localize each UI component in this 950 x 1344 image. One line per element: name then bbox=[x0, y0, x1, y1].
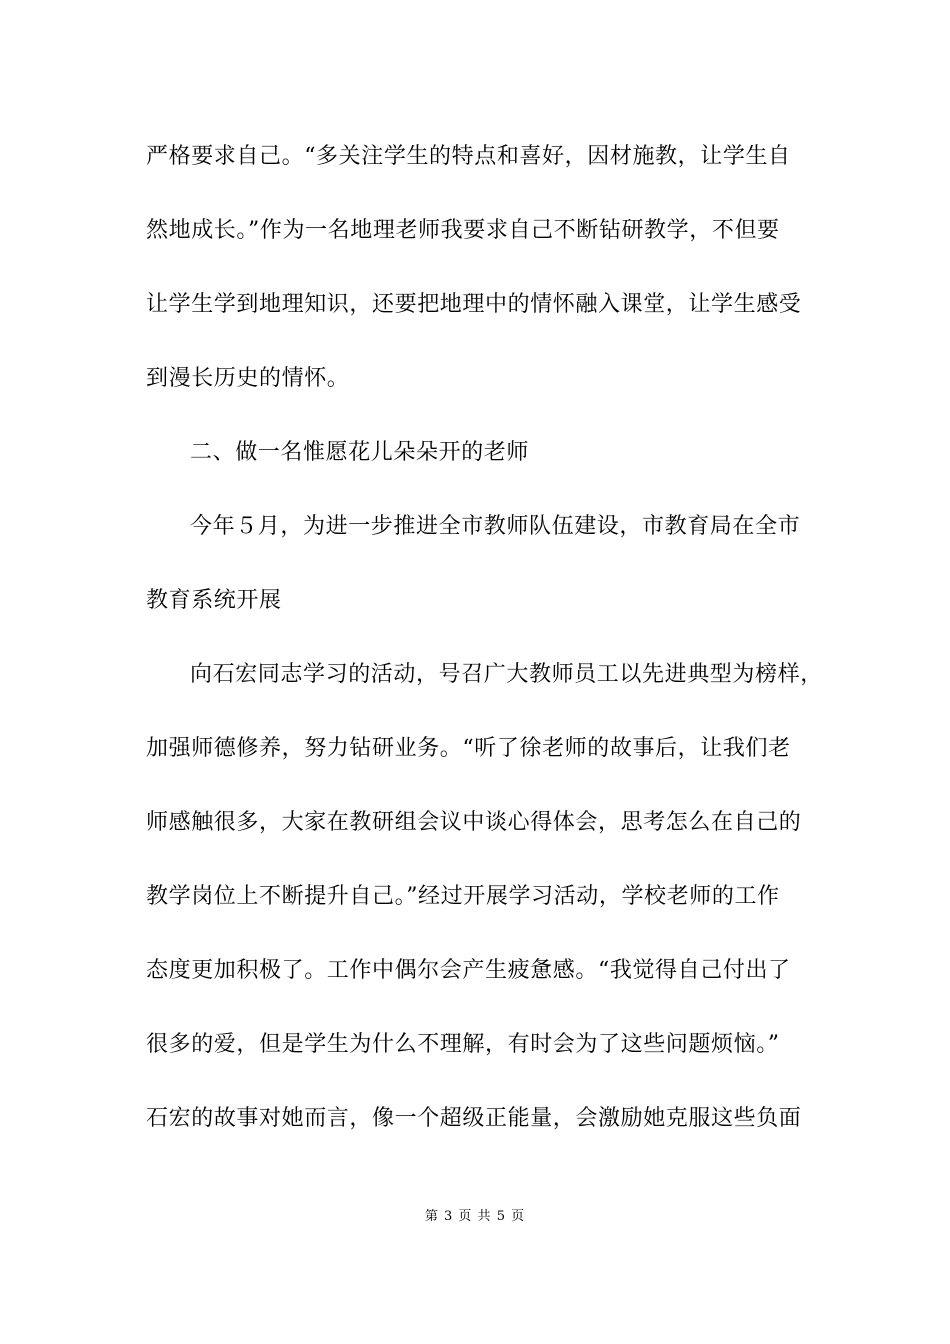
section-heading: 二、做一名惟愿花儿朵朵开的老师 bbox=[190, 440, 530, 465]
text-line: 今年５月，为进一步推进全市教师队伍建设，市教育局在全市 bbox=[190, 514, 801, 539]
text-line: 态度更加积极了。工作中偶尔会产生疲惫感。“我觉得自己付出了 bbox=[146, 958, 791, 983]
text-line: 然地成长。”作为一名地理老师我要求自己不断钻研教学，不但要 bbox=[146, 218, 780, 243]
text-line: 石宏的故事对她而言，像一个超级正能量，会激励她克服这些负面 bbox=[146, 1106, 802, 1131]
text-line: 加强师德修养，努力钻研业务。“听了徐老师的故事后，让我们老 bbox=[146, 736, 791, 761]
text-line: 教学岗位上不断提升自己。”经过开展学习活动，学校老师的工作 bbox=[146, 884, 780, 909]
text-line: 很多的爱，但是学生为什么不理解，有时会为了这些问题烦恼。” bbox=[146, 1032, 780, 1057]
text-line: 教育系统开展 bbox=[146, 588, 282, 613]
page-footer: 第 3 页 共 5 页 bbox=[424, 1209, 526, 1224]
text-line: 严格要求自己。“多关注学生的特点和喜好，因材施教，让学生自 bbox=[146, 144, 791, 169]
text-line: 到漫长历史的情怀。 bbox=[146, 366, 350, 391]
text-line: 师感触很多，大家在教研组会议中谈心得体会，思考怎么在自己的 bbox=[146, 810, 802, 835]
text-line: 向石宏同志学习的活动，号召广大教师员工以先进典型为榜样， bbox=[190, 662, 823, 687]
text-line: 让学生学到地理知识，还要把地理中的情怀融入课堂，让学生感受 bbox=[146, 292, 802, 317]
